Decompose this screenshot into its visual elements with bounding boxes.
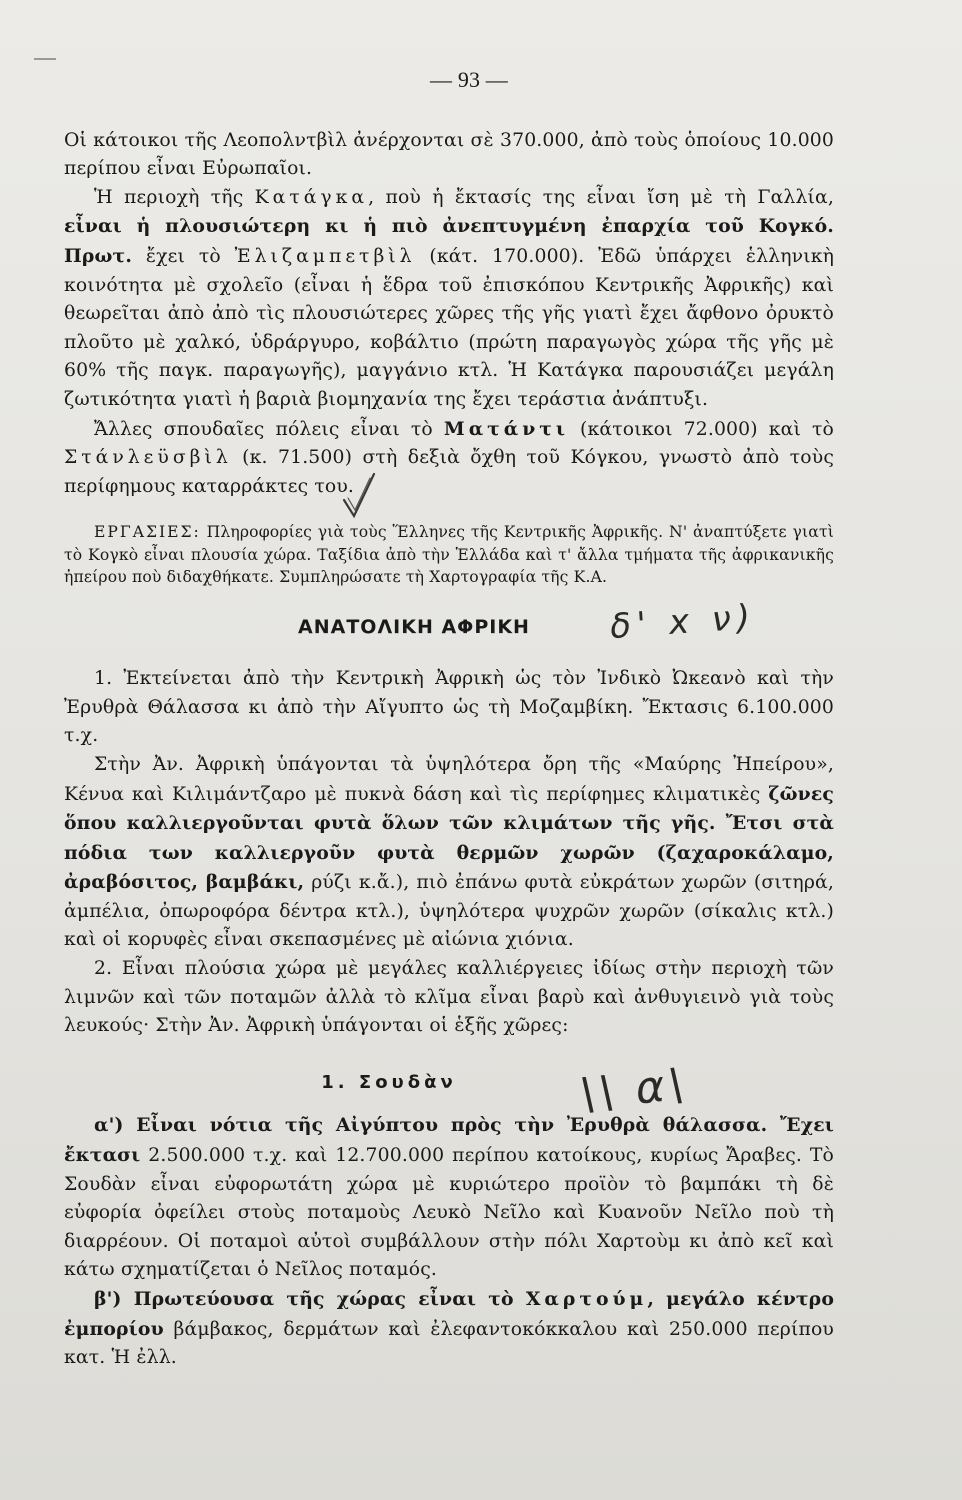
handwritten-note: δ' x ν): [608, 596, 758, 648]
paragraph-sudan-a: α') Εἶναι νότια τῆς Αἰγύπτου πρὸς τὴν Ἐρυθρὰ θάλασσα. Ἔχει ἔκτασι 2.500.000 τ.χ. καὶ 12.700.000 περίπου κατοίκους, κυρίως Ἄραβες. Τὸ Σουδὰν εἶναι εὐφορωτάτη χώρα μὲ κυριώτερο προϊὸν τὸ βαμπάκι τὴ δὲ εὐφορία ὀφείλει στοὺς ποταμοὺς Λευκὸ Νεῖλο καὶ Κυανοῦν Νεῖλο ποὺ τὴ διαρρέουν. Οἱ ποταμοὶ αὐτοὶ συμβάλλουν στὴν πόλι Χαρτοὺμ κι ἀπὸ κεῖ καὶ κάτω σχηματίζεται ὁ Νεῖλος ποταμός.: [64, 1114, 834, 1281]
paragraph-katanga: Ἡ περιοχὴ τῆς Κατάγκα, ποὺ ἡ ἔκτασίς της εἶναι ἴση μὲ τὴ Γαλλία, εἶναι ἡ πλουσιώτερη κι ἡ πιὸ ἀνεπτυγμένη ἐπαρχία τοῦ Κογκό. Πρωτ. ἔχει τὸ Ἐλιζαμπετβὶλ (κάτ. 170.000). Ἐδῶ ὑπάρχει ἑλληνικὴ κοινότητα μὲ σχολεῖο (εἶναι ἡ ἕδρα τοῦ ἐπισκόπου Κεντρικῆς Ἀφρικῆς) καὶ θεωρεῖται ἀπὸ ἀπὸ τὶς πλουσιώτερες χῶρες τῆς γῆς γιατὶ ἔχει ἄφθονο ὀρυκτὸ πλοῦτο μὲ χαλκό, ὑδράργυρο, κοβάλτιο (πρώτη παραγωγὸς χώρα τῆς γῆς μὲ 60% τῆς παγκ. παραγωγῆς), μαγγάνιο κτλ. Ἡ Κατάγκα παρουσιάζει μεγάλη ζωτικότητα γιατὶ ἡ βαριὰ βιομηχανία της ἔχει τεράστια ἀνάπτυξι.: [64, 186, 834, 410]
paragraph-sudan-b: β') Πρωτεύουσα τῆς χώρας εἶναι τὸ Χαρτούμ, μεγάλο κέντρο ἐμπορίου βάμβακος, δερμάτων καὶ ἐλεφαντοκόκκαλου καὶ 250.000 περίπου κατ. Ἡ ἐλλ.: [64, 1288, 834, 1369]
bold-phrase: εἶναι ἡ πλουσιώτερη κι ἡ πιὸ ἀνεπτυγμένη ἐπαρχία τοῦ Κογκό. Πρωτ.: [64, 215, 834, 267]
paragraph-leopoldville: Οἱ κάτοικοι τῆς Λεοπολντβὶλ ἀνέρχονται σὲ 370.000, ἀπὸ τοὺς ὁποίους 10.000 περίπου εἶναι Εὐρωπαῖοι.: [64, 129, 834, 180]
place-stanleyville: Στάνλεϋσβὶλ: [64, 447, 232, 469]
page-number: — 93 —: [430, 67, 508, 92]
exercises-block: ΕΡΓΑΣΙΕΣ: Πληροφορίες γιὰ τοὺς Ἕλληνες τῆς Κεντρικῆς Ἀφρικῆς. Ν' ἀναπτύξετε γιατὶ τὸ Κογκὸ εἶναι πλουσία χώρα. Ταξίδια ἀπὸ τὴν Ἑλλάδα καὶ τ' ἄλλα τμήματα τῆς ἀφρικανικῆς ἠπείρου ποὺ διδαχθήκατε. Συμπληρώσατε τὴ Χαρτογραφία τῆς Κ.Α.: [64, 523, 834, 587]
margin-mark: [34, 58, 56, 60]
place-khartoum: Χαρτούμ: [525, 1288, 648, 1310]
text-body: [64, 66, 834, 1373]
pencil-check-mark: [340, 470, 380, 520]
section-heading: ΑΝΑΤΟΛΙΚΗ ΑΦΡΙΚΗ: [298, 615, 530, 638]
paragraph-wealth: 2. Εἶναι πλούσια χώρα μὲ μεγάλες καλλιέργειες ἰδίως στὴν περιοχὴ τῶν λιμνῶν καὶ τῶν ποταμῶν ἀλλὰ τὸ κλῖμα εἶναι βαρὺ καὶ ἀνθυγιεινὸ γιὰ τοὺς λευκούς· Στὴν Ἀν. Ἀφρικὴ ὑπάγονται οἱ ἑξῆς χῶρες:: [64, 958, 834, 1037]
bold-phrase: ζῶνες ὅπου καλλιεργοῦνται φυτὰ ὅλων τῶν κλιμάτων τῆς γῆς. Ἔτσι στὰ πόδια των καλλιεργοῦν φυτὰ θερμῶν χωρῶν (ζαχαροκάλαμο, ἀραβόσιτος, βαμβάκι,: [64, 782, 834, 894]
place-katanga: Κατάγκα: [254, 186, 369, 208]
paragraph-mountains: Στὴν Ἀν. Ἀφρικὴ ὑπάγονται τὰ ὑψηλότερα ὄρη τῆς «Μαύρης Ἠπείρου», Κένυα καὶ Κιλιμάντζαρο μὲ πυκνὰ δάση καὶ τὶς περίφημες κλιματικὲς ζῶνες ὅπου καλλιεργοῦνται φυτὰ ὅλων τῶν κλιμάτων τῆς γῆς. Ἔτσι στὰ πόδια των καλλιεργοῦν φυτὰ θερμῶν χωρῶν (ζαχαροκάλαμο, ἀραβόσιτος, βαμβάκι, ρύζι κ.ἄ.), πιὸ ἐπάνω φυτὰ εὐκράτων χωρῶν (σιτηρά, ἀμπέλια, ὀπωροφόρα δέντρα κτλ.), ὑψηλότερα ψυχρῶν χωρῶν (σίκαλις κτλ.) καὶ οἱ κορυφὲς εἶναι σκεπασμένες μὲ αἰώνια χιόνια.: [64, 753, 834, 951]
place-matadi: Ματάντι: [443, 417, 570, 440]
place-elisabethville: Ἐλιζαμπετβὶλ: [234, 245, 416, 267]
exercises-label: ΕΡΓΑΣΙΕΣ:: [94, 523, 201, 542]
sub-heading-sudan: 1. Σουδὰν: [321, 1071, 457, 1093]
paragraph-other-cities: Ἄλλες σπουδαῖες πόλεις εἶναι τὸ Ματάντι (κάτοικοι 72.000) καὶ τὸ Στάνλεϋσβὶλ (κ. 71.500) στὴ δεξιὰ ὄχθη τοῦ Κόγκου, γνωστὸ ἀπὸ τοὺς περίφημους καταρράκτες του.: [64, 417, 834, 497]
bold-phrase: α') Εἶναι νότια τῆς Αἰγύπτου πρὸς τὴν Ἐρυθρὰ θάλασσα. Ἔχει ἔκτασι: [64, 1114, 834, 1167]
paragraph-extent: 1. Ἐκτείνεται ἀπὸ τὴν Κεντρικὴ Ἀφρικὴ ὡς τὸν Ἰνδικὸ Ὠκεανὸ καὶ τὴν Ἐρυθρὰ Θάλασσα κι ἀπὸ τὴν Αἴγυπτο ὡς τὴ Μοζαμβίκη. Ἔκτασις 6.100.000 τ.χ.: [64, 668, 834, 747]
handwritten-note: \\ α\: [577, 1058, 690, 1121]
